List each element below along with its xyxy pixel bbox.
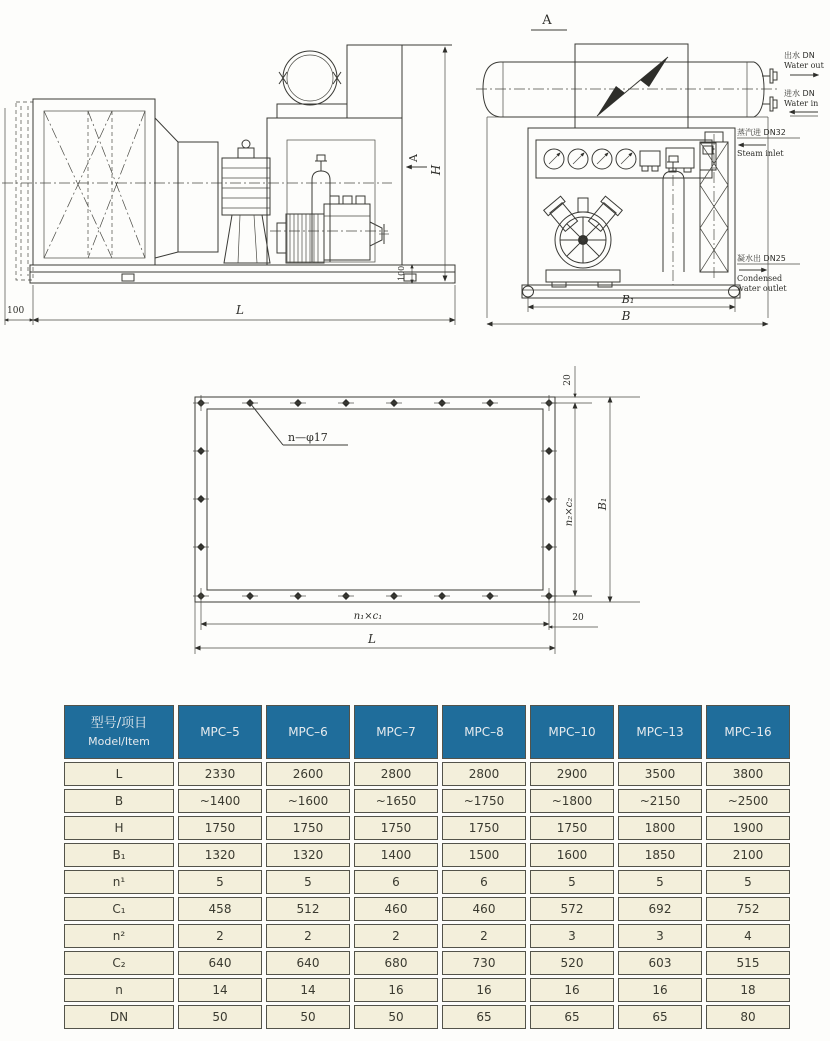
gauge <box>544 149 564 169</box>
header-model-col: MPC–13 <box>618 705 702 759</box>
water-out-en-label: Water out <box>784 61 824 70</box>
table-cell: ~2500 <box>706 789 790 813</box>
table-cell: 520 <box>530 951 614 975</box>
table-cell: 5 <box>530 870 614 894</box>
table-cell: 50 <box>178 1005 262 1029</box>
table-cell: 1400 <box>354 843 438 867</box>
table-cell: 460 <box>354 897 438 921</box>
table-cell: 460 <box>442 897 526 921</box>
holes-count-label: n—φ17 <box>288 431 328 444</box>
header-model-cn: 型号/项目 <box>90 716 148 731</box>
header-model-item <box>64 705 174 759</box>
dim-b1-label: B₁ <box>621 293 635 306</box>
condenser-shell <box>483 62 777 117</box>
table-cell: ~1800 <box>530 789 614 813</box>
spec-table-body <box>64 762 790 1029</box>
table-row <box>64 897 790 921</box>
table-cell: 458 <box>178 897 262 921</box>
row-label: n¹ <box>64 870 174 894</box>
fan-duct <box>575 44 688 128</box>
table-cell: 1750 <box>266 816 350 840</box>
heat-exchanger-coil <box>33 99 155 265</box>
table-cell: 65 <box>442 1005 526 1029</box>
table-row <box>64 816 790 840</box>
receiver-tank-side <box>312 155 330 262</box>
table-cell: 1900 <box>706 816 790 840</box>
row-label: H <box>64 816 174 840</box>
panel-instrument <box>640 151 660 171</box>
table-cell: 2600 <box>266 762 350 786</box>
table-cell: 5 <box>266 870 350 894</box>
table-cell: 3500 <box>618 762 702 786</box>
table-cell: 2800 <box>442 762 526 786</box>
table-cell: 2330 <box>178 762 262 786</box>
table-cell: 6 <box>354 870 438 894</box>
flange-drawing <box>0 352 830 687</box>
table-cell: 65 <box>618 1005 702 1029</box>
table-cell: 5 <box>706 870 790 894</box>
dim-100-left-label: 100 <box>7 306 25 316</box>
water-in-en-label: Water in <box>784 99 819 108</box>
table-cell: 2100 <box>706 843 790 867</box>
table-cell: 4 <box>706 924 790 948</box>
table-cell: 18 <box>706 978 790 1002</box>
table-cell: 2 <box>442 924 526 948</box>
table-row <box>64 1005 790 1029</box>
table-cell: 80 <box>706 1005 790 1029</box>
flange-right-dimensions <box>549 366 640 602</box>
table-cell: 3 <box>618 924 702 948</box>
table-cell: 1750 <box>178 816 262 840</box>
header-model-col: MPC–7 <box>354 705 438 759</box>
table-cell: 752 <box>706 897 790 921</box>
table-row <box>64 870 790 894</box>
header-model-en: Model/Item <box>88 734 150 748</box>
section-a-label: A <box>407 154 420 162</box>
header-model-col: MPC–16 <box>706 705 790 759</box>
condensed-en1-label: Condensed <box>737 274 783 283</box>
table-cell: 640 <box>266 951 350 975</box>
assembly-views-drawing <box>0 0 830 348</box>
table-cell: 692 <box>618 897 702 921</box>
fan-inlet-ring <box>279 51 341 105</box>
row-label: n² <box>64 924 174 948</box>
table-row <box>64 843 790 867</box>
bolt-holes <box>193 395 557 604</box>
table-cell: 1750 <box>442 816 526 840</box>
dim-20-top-label: 20 <box>563 374 573 386</box>
cabinet-side <box>267 45 452 265</box>
table-cell: 3800 <box>706 762 790 786</box>
row-label: C₂ <box>64 951 174 975</box>
condensed-cn-label: 凝水出 DN25 <box>737 254 786 263</box>
table-cell: 2 <box>354 924 438 948</box>
table-cell: 1800 <box>618 816 702 840</box>
row-label: B₁ <box>64 843 174 867</box>
table-cell: 2900 <box>530 762 614 786</box>
steam-inlet-cn-label: 蒸汽进 DN32 <box>737 128 786 137</box>
dim-n2c2-label: n₂×c₂ <box>564 497 575 527</box>
dim-b1-flange-label: B₁ <box>596 497 609 511</box>
side-view-drawing <box>2 45 455 325</box>
table-row <box>64 978 790 1002</box>
dim-l-flange-label: L <box>368 632 376 646</box>
header-model-col: MPC–8 <box>442 705 526 759</box>
table-cell: 1600 <box>530 843 614 867</box>
dim-n1c1-label: n₁×c₁ <box>353 611 383 622</box>
gauge <box>568 149 588 169</box>
table-cell: 16 <box>442 978 526 1002</box>
table-cell: 14 <box>178 978 262 1002</box>
condensed-en2-label: water outlet <box>737 284 787 293</box>
table-cell: ~1400 <box>178 789 262 813</box>
table-cell: 1500 <box>442 843 526 867</box>
header-model-col: MPC–10 <box>530 705 614 759</box>
table-cell: 572 <box>530 897 614 921</box>
table-cell: 1320 <box>266 843 350 867</box>
table-cell: 2 <box>266 924 350 948</box>
table-cell: ~1750 <box>442 789 526 813</box>
panel-instrument <box>666 148 694 172</box>
table-cell: ~1600 <box>266 789 350 813</box>
row-label: n <box>64 978 174 1002</box>
steam-inlet-en-label: Steam inlet <box>737 149 784 158</box>
table-cell: 680 <box>354 951 438 975</box>
table-cell: ~1650 <box>354 789 438 813</box>
view-a-label: A <box>542 13 552 28</box>
table-cell: 1850 <box>618 843 702 867</box>
row-label: L <box>64 762 174 786</box>
panel-instrument <box>700 143 716 170</box>
row-label: C₁ <box>64 897 174 921</box>
dim-l-label: L <box>236 303 244 317</box>
table-cell: 6 <box>442 870 526 894</box>
header-model-col: MPC–6 <box>266 705 350 759</box>
receiver-tank-front <box>663 156 684 285</box>
dim-20-bottom-label: 20 <box>572 613 584 623</box>
table-cell: 16 <box>530 978 614 1002</box>
table-row <box>64 762 790 786</box>
compressor-side <box>277 196 389 263</box>
row-label: B <box>64 789 174 813</box>
front-view-drawing <box>476 13 825 324</box>
motor <box>222 140 270 263</box>
table-cell: ~2150 <box>618 789 702 813</box>
table-row <box>64 789 790 813</box>
row-label: DN <box>64 1005 174 1029</box>
table-cell: 640 <box>178 951 262 975</box>
table-cell: 16 <box>618 978 702 1002</box>
table-cell: 65 <box>530 1005 614 1029</box>
flange-plate <box>193 366 640 654</box>
table-cell: 14 <box>266 978 350 1002</box>
table-cell: 1750 <box>354 816 438 840</box>
gauge <box>592 149 612 169</box>
fan-housing <box>155 118 218 258</box>
table-cell: 50 <box>354 1005 438 1029</box>
dim-b-label: B <box>621 309 631 323</box>
water-in-cn-label: 进水 DN <box>784 89 815 98</box>
table-cell: 16 <box>354 978 438 1002</box>
header-model-col: MPC–5 <box>178 705 262 759</box>
table-cell: 515 <box>706 951 790 975</box>
port-callouts <box>737 50 825 293</box>
table-cell: 512 <box>266 897 350 921</box>
table-cell: 50 <box>266 1005 350 1029</box>
spec-table <box>60 702 794 1032</box>
flange-bottom-dimensions <box>195 602 598 654</box>
control-panel <box>536 140 716 178</box>
base-frame-side <box>30 265 455 283</box>
dim-h-label: H <box>429 164 443 176</box>
table-cell: 730 <box>442 951 526 975</box>
table-cell: 3 <box>530 924 614 948</box>
dim-100-side-label: 100 <box>397 265 406 281</box>
table-row <box>64 951 790 975</box>
table-cell: 603 <box>618 951 702 975</box>
table-cell: 5 <box>618 870 702 894</box>
water-out-cn-label: 出水 DN <box>784 51 815 60</box>
table-cell: 2 <box>178 924 262 948</box>
table-cell: 2800 <box>354 762 438 786</box>
table-row <box>64 924 790 948</box>
gauge <box>616 149 636 169</box>
inlet-grille <box>16 102 33 280</box>
table-cell: 1750 <box>530 816 614 840</box>
compressor-front <box>544 196 623 287</box>
table-cell: 1320 <box>178 843 262 867</box>
table-cell: 5 <box>178 870 262 894</box>
table-header-row <box>64 705 790 759</box>
